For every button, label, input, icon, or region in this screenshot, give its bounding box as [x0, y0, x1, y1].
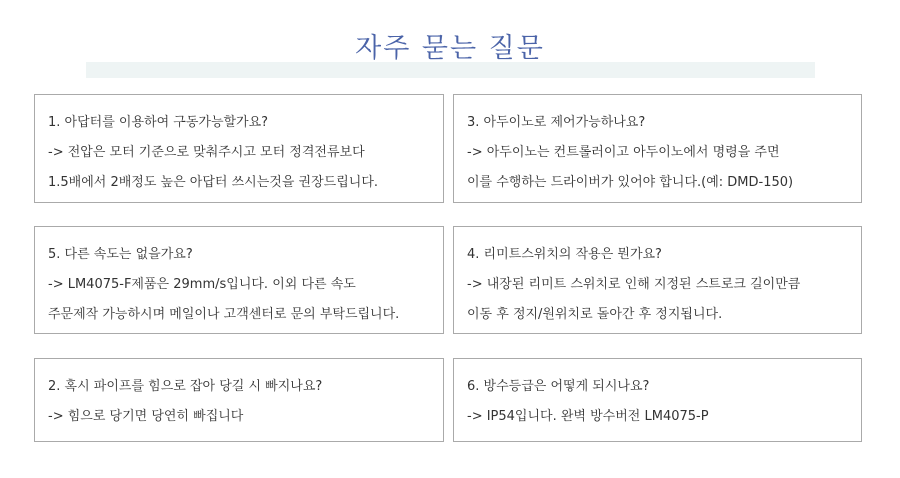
faq-answer-line: 1.5배에서 2배정도 높은 아답터 쓰시는것을 권장드립니다.: [48, 175, 379, 190]
faq-question: 4. 리미트스위치의 작용은 뭔가요?: [467, 247, 662, 262]
page-title: 자주 묻는 질문: [355, 33, 545, 64]
faq-answer-line: 주문제작 가능하시며 메일이나 고객센터로 문의 부탁드립니다.: [48, 307, 400, 322]
faq-card-4: [453, 226, 862, 334]
faq-question: 5. 다른 속도는 없을가요?: [48, 247, 193, 262]
faq-card-5: [34, 226, 444, 334]
faq-question: 3. 아두이노로 제어가능하나요?: [467, 115, 646, 130]
faq-card-1: [34, 94, 444, 203]
faq-answer-line: -> 내장된 리미트 스위치로 인해 지정된 스트로크 길이만큼: [467, 277, 801, 292]
faq-question: 6. 방수등급은 어떻게 되시나요?: [467, 379, 650, 394]
faq-question: 1. 아답터를 이용하여 구동가능할가요?: [48, 115, 269, 130]
faq-answer-line: -> 힘으로 당기면 당연히 빠집니다: [48, 409, 244, 424]
faq-question: 2. 혹시 파이프를 힘으로 잡아 당길 시 빠지나요?: [48, 379, 323, 394]
faq-answer-line: -> 아두이노는 컨트롤러이고 아두이노에서 명령을 주면: [467, 145, 780, 160]
faq-answer-line: -> 전압은 모터 기준으로 맞춰주시고 모터 정격전류보다: [48, 145, 365, 160]
faq-card-2: [34, 358, 444, 442]
faq-card-6: [453, 358, 862, 442]
faq-answer-line: -> LM4075-F제품은 29mm/s입니다. 이외 다른 속도: [48, 277, 356, 292]
faq-answer-line: -> IP54입니다. 완벽 방수버전 LM4075-P: [467, 409, 709, 424]
faq-answer-line: 이를 수행하는 드라이버가 있어야 합니다.(예: DMD-150): [467, 175, 794, 190]
faq-answer-line: 이동 후 정지/원위치로 돌아간 후 정지됩니다.: [467, 307, 723, 322]
faq-card-3: [453, 94, 862, 203]
title-wrap: [0, 26, 900, 65]
